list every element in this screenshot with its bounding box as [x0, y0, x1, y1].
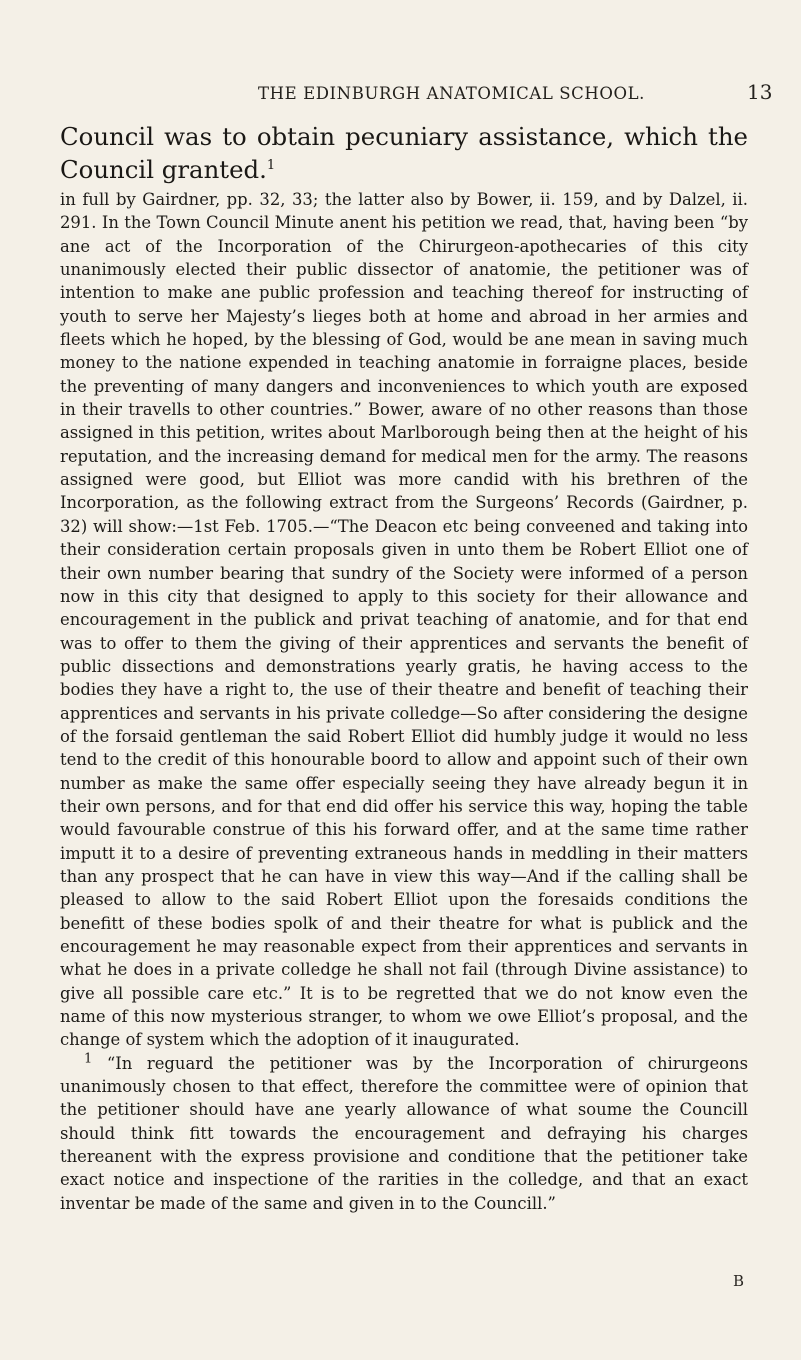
- main-paragraph-text: Council was to obtain pecuniary assistance, which the Council granted.: [60, 122, 748, 184]
- running-head: THE EDINBURGH ANATOMICAL SCHOOL.: [258, 84, 646, 103]
- footnote-text: “In reguard the petitioner was by the Incorporation of chirurgeons unanimously chosen to that effect, therefore the committee were of opinion that the petitioner should have ane yearly allowance of what soume the Councill should think fitt towards the encouragement and defraying his charges thereanent with the express provisione and conditione that the petitioner take exact notice and inspectione of the rarities in the colledge, and that an exact inventar be made of the same and given in to the Councill.”: [60, 1053, 748, 1213]
- footnote-reference: 1: [266, 157, 276, 173]
- main-paragraph: [60, 120, 748, 186]
- footnote-1: [60, 1052, 748, 1215]
- continued-note: in full by Gairdner, pp. 32, 33; the latter also by Bower, ii. 159, and by Dalzel, ii. 291. In the Town Council Minute anent his petition we read, that, having been “by ane act of the Incorporation of the Chirurgeon-apothecaries of this city unanimously elected their public dissector of anatomie, the petitioner was of intention to make ane public profession and teaching thereof for instructing of youth to serve her Majesty’s lieges both at home and abroad in her armies and fleets which he hoped, by the blessing of God, would be ane mean in saving much money to the natione expended in teaching anatomie in forraigne places, beside the preventing of many dangers and inconveniences to which youth are exposed in their travells to other countries.” Bower, aware of no other reasons than those assigned in this petition, writes about Marlborough being then at the height of his reputation, and the increasing demand for medical men for the army. The reasons assigned were good, but Elliot was more candid with his brethren of the Incorporation, as the following extract from the Surgeons’ Records (Gairdner, p. 32) will show:—1st Feb. 1705.—“The Deacon etc being conveened and taking into their consideration certain proposals given in unto them be Robert Elliot one of their own number bearing that sundry of the Society were informed of a person now in this city that designed to apply to this society for their allowance and encouragement in the publick and privat teaching of anatomie, and for that end was to offer to them the giving of their apprentices and servants the benefit of public dissections and demonstrations yearly gratis, he having access to the bodies they have a right to, the use of their theatre and benefit of teaching their apprentices and servants in his private colledge—So after considering the designe of the forsaid gentleman the said Robert Elliot did humbly judge it would no less tend to the credit of this honourable boord to allow and appoint such of their own number as make the same offer especially seeing they have already begun it in their own persons, and for that end did offer his service this way, hoping the table would favourable construe of this his forward offer, and at the same time rather imputt it to a desire of preventing extraneous hands in meddling in their matters than any prospect that he can have in view this way—And if the calling shall be pleased to allow to the said Robert Elliot upon the foresaids conditions the benefitt of these bodies spolk of and their theatre for what is publick and the encouragement he may reasonable expect from their apprentices and servants in what he does in a private colledge he shall not fail (through Divine assistance) to give all possible care etc.” It is to be regretted that we do not know even the name of this now mysterious stranger, to whom we owe Elliot’s proposal, and the change of system which the adoption of it inaugurated.: [60, 190, 748, 1050]
- signature-mark: B: [733, 1272, 745, 1290]
- page-number: 13: [747, 80, 773, 104]
- notes-block: [60, 188, 748, 1215]
- footnote-marker: 1: [84, 1051, 93, 1067]
